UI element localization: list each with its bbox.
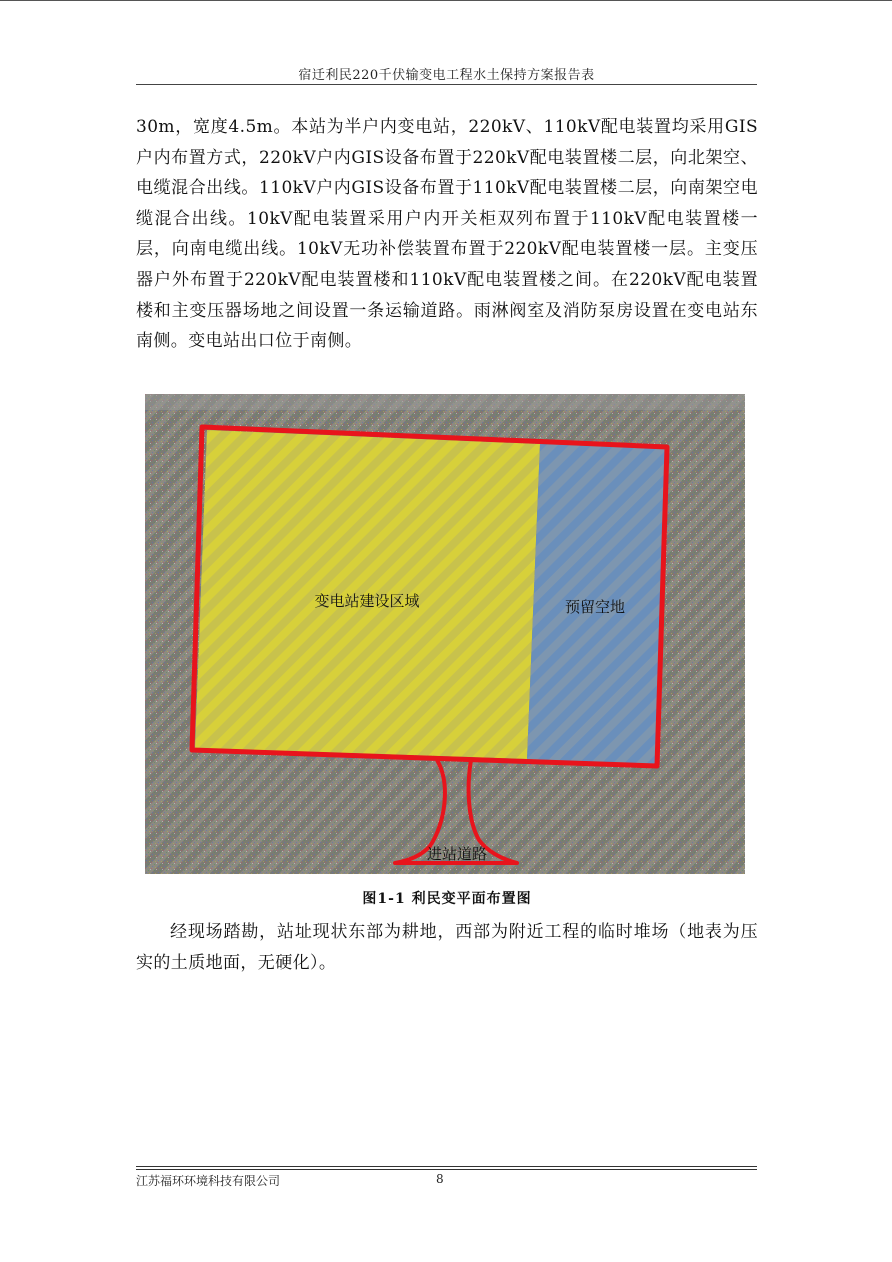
- top-border-line: [0, 0, 892, 1]
- map-top-strip: [145, 394, 745, 410]
- construction-area-label: 变电站建设区域: [314, 592, 420, 610]
- running-header: 宿迁利民220千伏输变电工程水土保持方案报告表: [298, 68, 595, 83]
- footer-company-name: 江苏福环环境科技有限公司: [136, 1174, 281, 1188]
- footer-rule-top: [136, 1166, 757, 1167]
- header-rule: [136, 84, 757, 85]
- page-number: 8: [436, 1172, 444, 1186]
- body-paragraph-2: 经现场踏勘，站址现状东部为耕地，西部为附近工程的临时堆场（地表为压实的土质地面，无硬化）。: [136, 922, 758, 973]
- footer-rule-bottom: [136, 1169, 757, 1170]
- reserved-land-label: 预留空地: [564, 598, 626, 616]
- access-road-label: 进站道路: [426, 845, 488, 863]
- figure-caption: 图1-1 利民变平面布置图: [362, 891, 532, 907]
- body-paragraph-1: 30m，宽度4.5m。本站为半户内变电站，220kV、110kV配电装置均采用GIS户内布置方式，220kV户内GIS设备布置于220kV配电装置楼二层，向北架空、电缆混合出线。110kV户内GIS设备布置于110kV配电装置楼二层，向南架空电缆混合出线。10kV配电装置采用户内开关柜双列布置于110kV配电装置楼一层，向南电缆出线。10kV无功补偿装置布置于220kV配电装置楼一层。主变压器户外布置于220kV配电装置楼和110kV配电装置楼之间。在220kV配电装置楼和主变压器场地之间设置一条运输道路。雨淋阀室及消防泵房设置在变电站东南侧。变电站出口位于南侧。: [136, 117, 758, 352]
- site-layout-figure: [145, 394, 745, 874]
- site-layout-map: [145, 394, 745, 874]
